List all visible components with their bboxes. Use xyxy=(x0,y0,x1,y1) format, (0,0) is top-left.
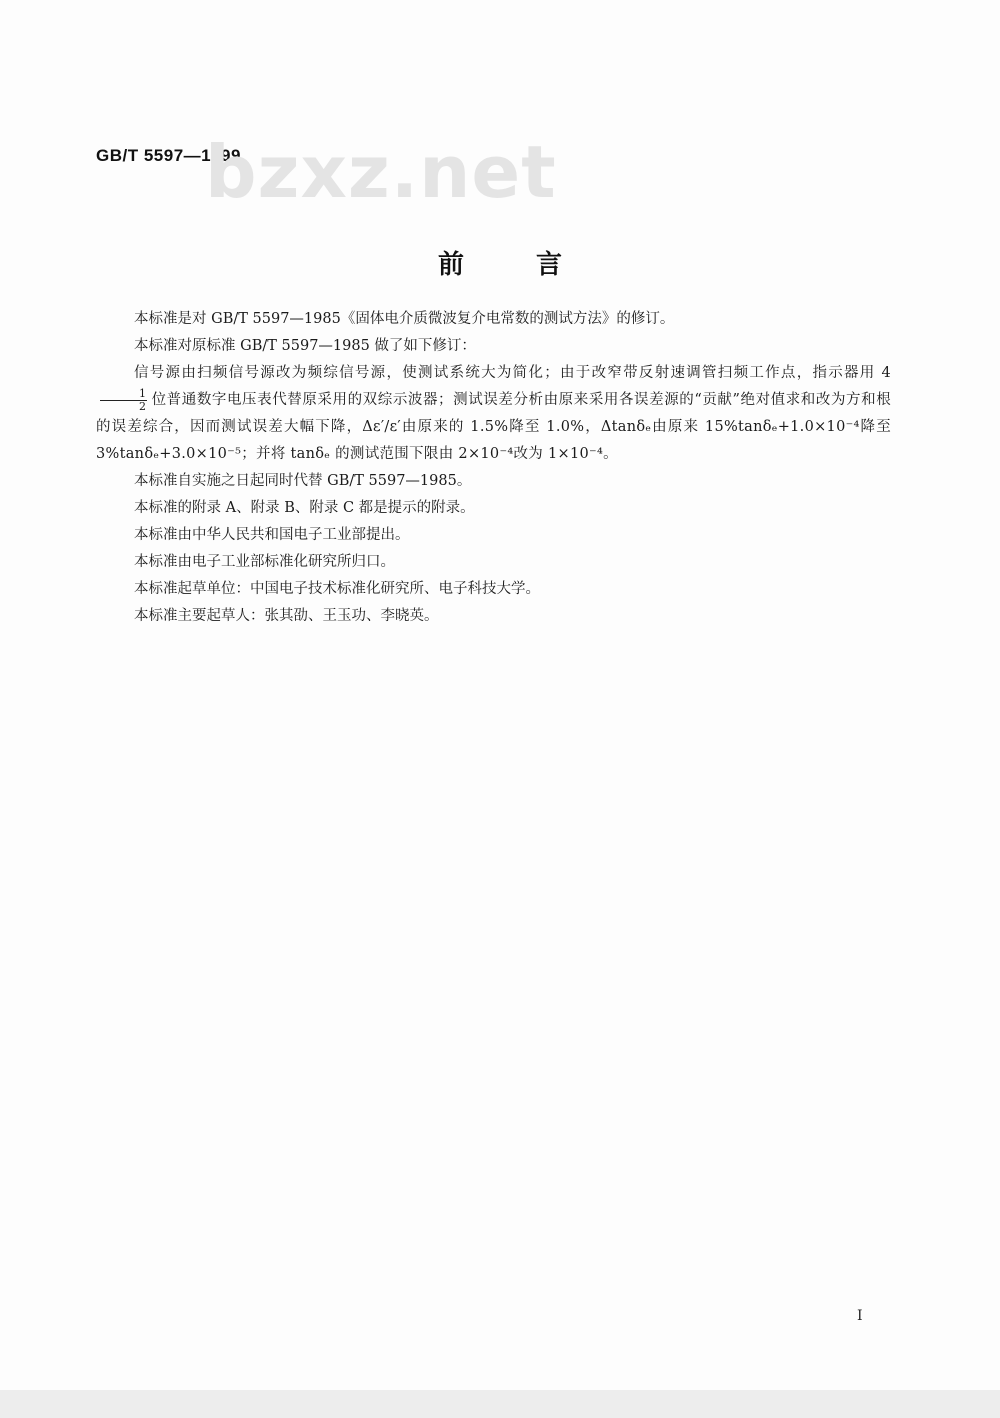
bottom-scan-border xyxy=(0,1390,1000,1418)
paragraph-changes-detail xyxy=(96,360,891,468)
changes-text-part1: 信号源由扫频信号源改为频综信号源，使测试系统大为简化；由于改窄带反射速调管扫频工作点，指示器用 4 xyxy=(134,365,891,381)
watermark: bzxz.net xyxy=(205,130,557,214)
paragraph-drafters: 本标准主要起草人：张其劭、王玉功、李晓英。 xyxy=(134,608,439,624)
paragraph-replaces: 本标准自实施之日起同时代替 GB/T 5597—1985。 xyxy=(134,473,472,489)
changes-text-part2: 位普通数字电压表代替原采用的双综示波器；测试误差分析由原来采用各误差源的“贡献”绝对值求和改为方和根的误差综合，因而测试误差大幅下降，Δε′/ε′由原来的 1.5%降至 1.0%，Δtanδₑ由原来 15%tanδₑ+1.0×10⁻⁴降至 3%tanδₑ+3.0×10⁻⁵；并将 tanδₑ 的测试范围下限由 2×10⁻⁴改为 1×10⁻⁴。 xyxy=(96,392,891,462)
paragraph-changes-intro: 本标准对原标准 GB/T 5597—1985 做了如下修订： xyxy=(134,338,476,354)
foreword-body xyxy=(96,306,891,630)
standard-code: GB/T 5597—1999 xyxy=(96,146,241,165)
fraction-numerator: 1 xyxy=(100,388,147,401)
paragraph-drafting-units: 本标准起草单位：中国电子技术标准化研究所、电子科技大学。 xyxy=(134,581,540,597)
page-number: I xyxy=(857,1308,863,1324)
paragraph-revision-of: 本标准是对 GB/T 5597—1985《固体电介质微波复介电常数的测试方法》的修订。 xyxy=(134,311,675,327)
fraction-denominator: 2 xyxy=(139,399,147,413)
fraction-one-half xyxy=(100,388,147,413)
page-title: 前言 xyxy=(437,250,634,280)
paragraph-proposed-by: 本标准由中华人民共和国电子工业部提出。 xyxy=(134,527,410,543)
paragraph-centralized-by: 本标准由电子工业部标准化研究所归口。 xyxy=(134,554,395,570)
paragraph-appendices: 本标准的附录 A、附录 B、附录 C 都是提示的附录。 xyxy=(134,500,475,516)
